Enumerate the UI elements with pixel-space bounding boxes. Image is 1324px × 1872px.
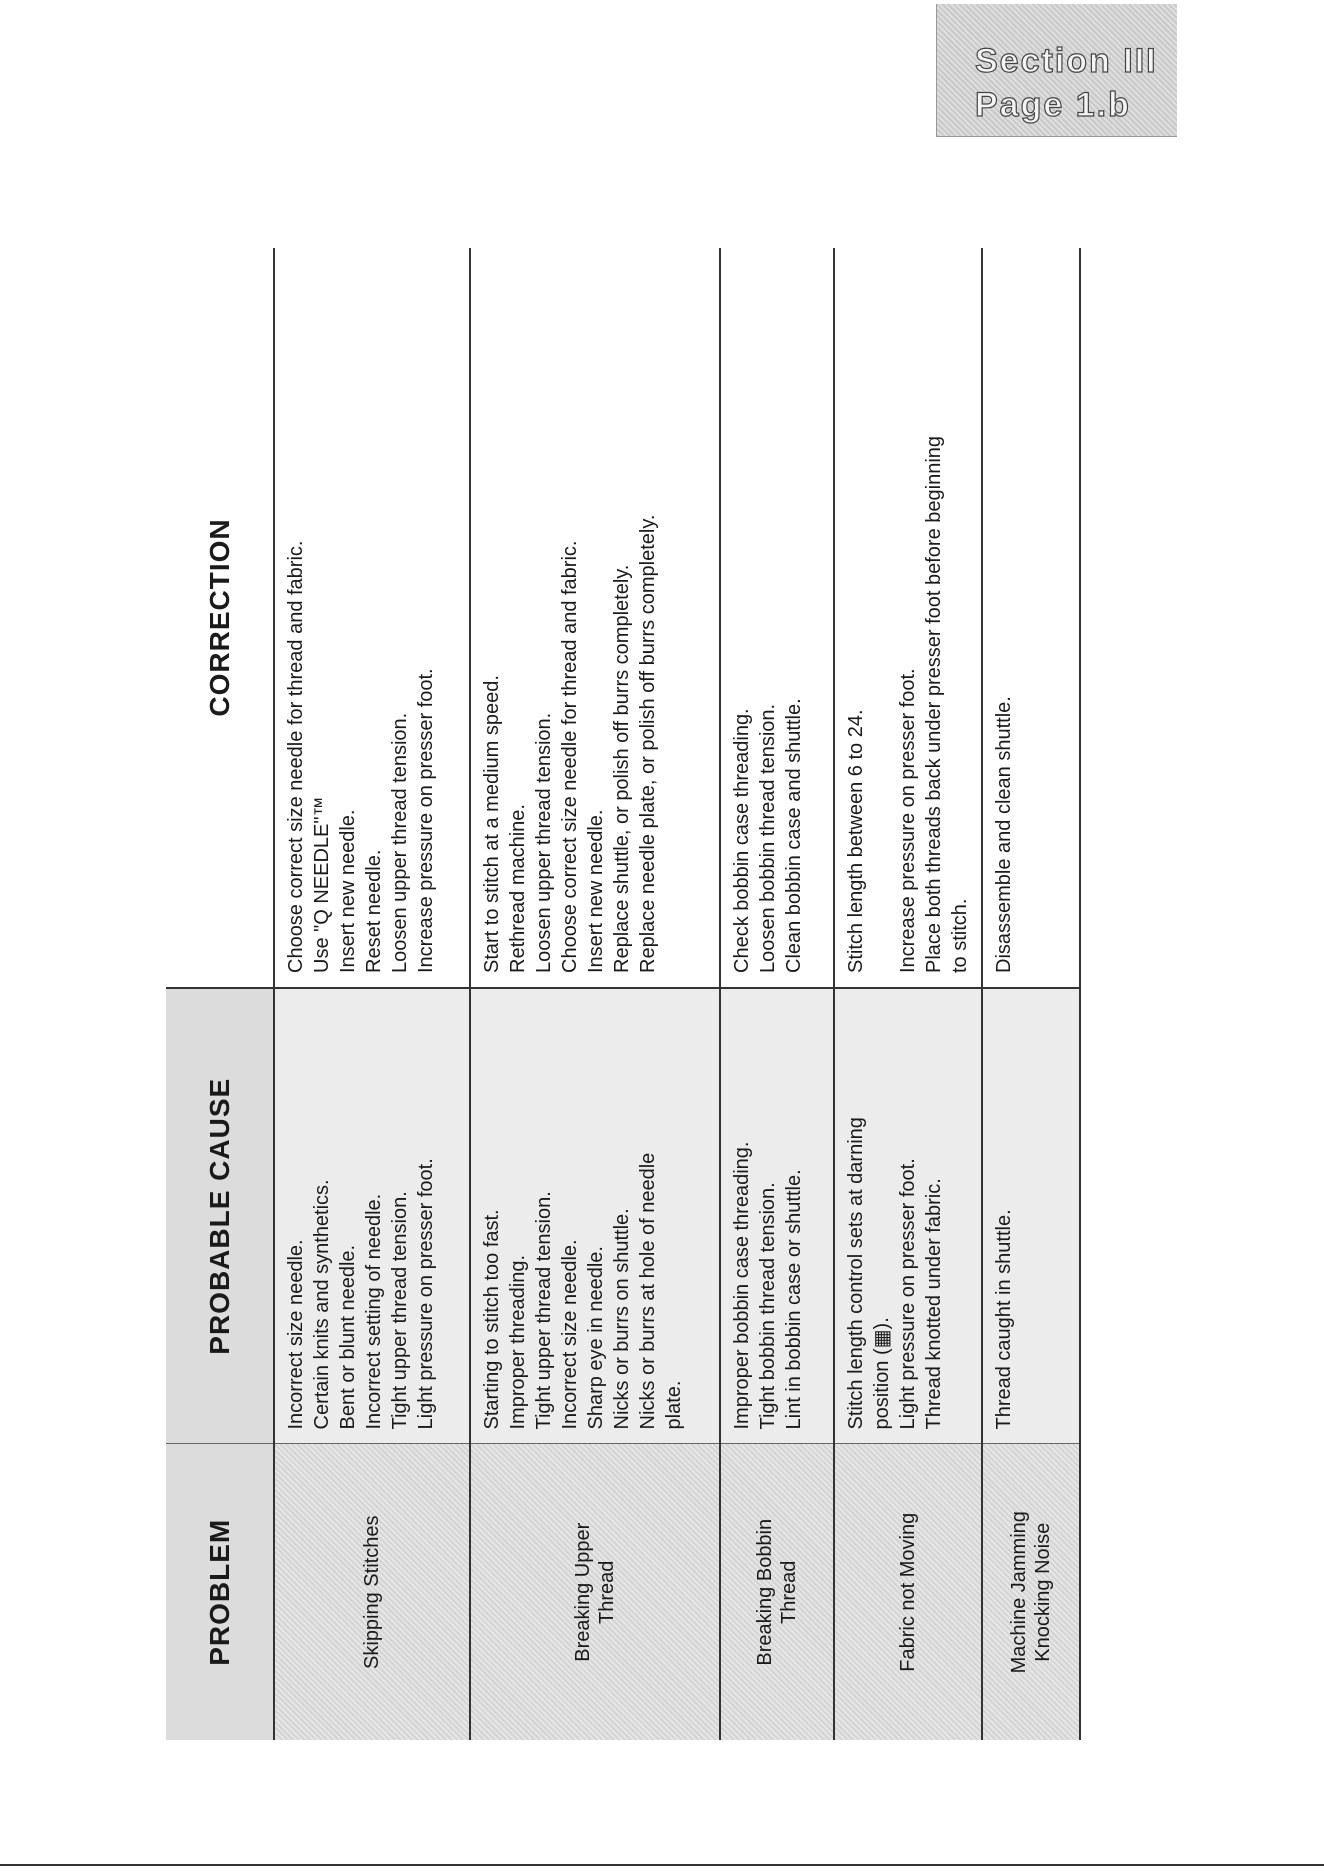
- section-label: Section III: [975, 42, 1158, 80]
- cause-text: Thread knotted under fabric.: [923, 1178, 945, 1430]
- problem-cell: [982, 1444, 1080, 1740]
- cause-cell: [982, 988, 1080, 1444]
- correction-text: Increase pressure on presser foot.: [897, 668, 919, 973]
- cause-text: Nicks or burrs on shuttle.: [611, 1208, 633, 1430]
- correction-cell: [834, 248, 982, 988]
- troubleshooting-table-container: [166, 248, 1058, 1740]
- problem-text: Thread: [778, 1560, 800, 1624]
- correction-text: Replace needle plate, or polish off burrs completely.: [637, 514, 659, 973]
- correction-text: Check bobbin case threading.: [731, 708, 753, 973]
- cause-text: position (▦).: [871, 1317, 893, 1430]
- cause-text: Light pressure on presser foot.: [415, 1158, 437, 1430]
- cause-text: Light pressure on presser foot.: [897, 1158, 919, 1430]
- table-row: [834, 248, 982, 1740]
- cause-cell: [470, 988, 720, 1444]
- header-probable-cause: PROBABLE CAUSE: [166, 988, 274, 1444]
- correction-text: Place both threads back under presser foot before beginning: [923, 435, 945, 973]
- table-row: [470, 248, 720, 1740]
- blank-line: [869, 262, 895, 973]
- problem-cell: [720, 1444, 834, 1740]
- correction-cell: [470, 248, 720, 988]
- cause-text: Certain knits and synthetics.: [311, 1179, 333, 1430]
- problem-text: Breaking Upper: [572, 1522, 594, 1662]
- correction-text: Insert new needle.: [585, 809, 607, 973]
- problem-text: Skipping Stitches: [361, 1515, 383, 1669]
- cause-text: Improper bobbin case threading.: [731, 1141, 753, 1430]
- correction-text: Rethread machine.: [507, 804, 529, 973]
- problem-text: Breaking Bobbin: [754, 1518, 776, 1666]
- cause-cell: [720, 988, 834, 1444]
- table-row: [274, 248, 470, 1740]
- correction-text: Start to stitch at a medium speed.: [481, 675, 503, 973]
- troubleshooting-table: [166, 248, 1081, 1740]
- cause-text: Stitch length control sets at darning: [845, 1117, 867, 1430]
- correction-text: to stitch.: [949, 898, 971, 973]
- correction-text: Increase pressure on presser foot.: [415, 668, 437, 973]
- cause-text: Thread caught in shuttle.: [993, 1209, 1015, 1430]
- cause-text: Tight bobbin thread tension.: [757, 1182, 779, 1430]
- correction-text: Choose correct size needle for thread and fabric.: [559, 540, 581, 973]
- page-bottom-rule: [0, 1864, 1324, 1866]
- cause-text: Incorrect setting of needle.: [363, 1193, 385, 1430]
- cause-text: plate.: [663, 1380, 685, 1430]
- table-row: [982, 248, 1080, 1740]
- correction-text: Loosen upper thread tension.: [533, 712, 555, 973]
- table-row: [720, 248, 834, 1740]
- section-page-tab: [936, 4, 1177, 137]
- correction-text: Stitch length between 6 to 24.: [845, 709, 867, 973]
- cause-cell: [274, 988, 470, 1444]
- problem-cell: [274, 1444, 470, 1740]
- cause-text: Bent or blunt needle.: [337, 1244, 359, 1430]
- table-header-row: [166, 248, 274, 1740]
- correction-text: Disassemble and clean shuttle.: [993, 696, 1015, 973]
- cause-text: Improper threading.: [507, 1254, 529, 1430]
- correction-cell: [274, 248, 470, 988]
- problem-text: Knocking Noise: [1032, 1522, 1054, 1662]
- cause-text: Incorrect size needle.: [285, 1239, 307, 1430]
- cause-cell: [834, 988, 982, 1444]
- correction-cell: [720, 248, 834, 988]
- cause-text: Sharp eye in needle.: [585, 1246, 607, 1430]
- correction-cell: [982, 248, 1080, 988]
- problem-text: Thread: [596, 1560, 618, 1624]
- correction-text: Loosen upper thread tension.: [389, 712, 411, 973]
- header-correction: CORRECTION: [166, 248, 274, 988]
- problem-text: Machine Jamming: [1008, 1511, 1030, 1674]
- header-problem: PROBLEM: [166, 1444, 274, 1740]
- problem-text: Fabric not Moving: [897, 1512, 919, 1672]
- problem-cell: [470, 1444, 720, 1740]
- correction-text: Replace shuttle, or polish off burrs completely.: [611, 564, 633, 973]
- correction-text: Use "Q NEEDLE"™: [311, 796, 333, 973]
- correction-text: Choose correct size needle for thread and fabric.: [285, 540, 307, 973]
- problem-cell: [834, 1444, 982, 1740]
- cause-text: Tight upper thread tension.: [533, 1191, 555, 1430]
- cause-text: Lint in bobbin case or shuttle.: [783, 1169, 805, 1430]
- cause-text: Nicks or burrs at hole of needle: [637, 1152, 659, 1430]
- correction-text: Clean bobbin case and shuttle.: [783, 698, 805, 973]
- cause-text: Incorrect size needle.: [559, 1239, 581, 1430]
- correction-text: Reset needle.: [363, 849, 385, 973]
- cause-text: Tight upper thread tension.: [389, 1191, 411, 1430]
- cause-text: Starting to stitch too fast.: [481, 1209, 503, 1430]
- correction-text: Loosen bobbin thread tension.: [757, 703, 779, 973]
- correction-text: Insert new needle.: [337, 809, 359, 973]
- page-label: Page 1.b: [975, 86, 1131, 124]
